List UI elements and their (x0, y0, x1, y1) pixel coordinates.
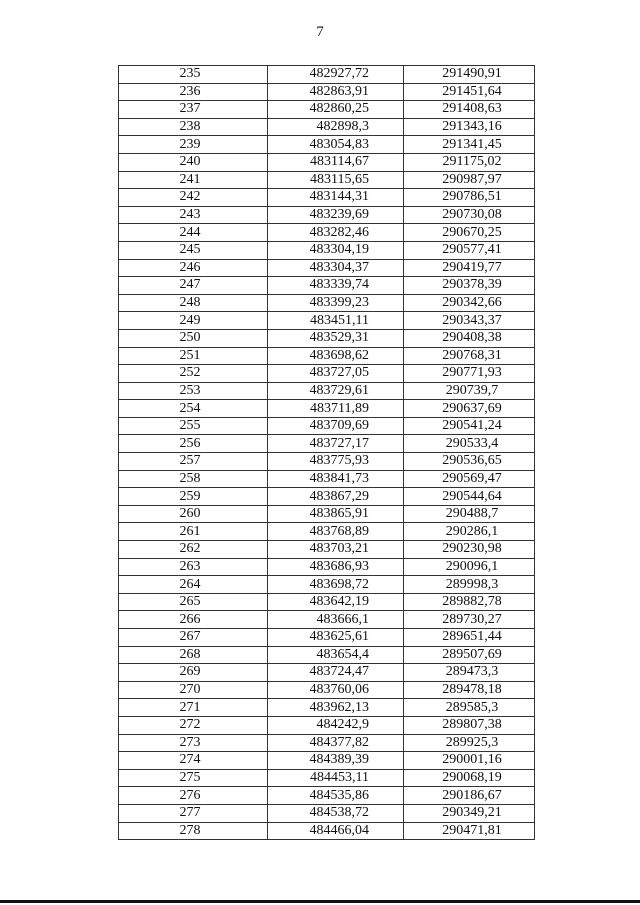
table-row (119, 734, 535, 752)
table-row (119, 822, 535, 840)
table-row (119, 118, 535, 136)
table-row (119, 488, 535, 506)
point-number-cell: 242 (119, 189, 268, 207)
y-coordinate-cell: 290533,4 (404, 435, 535, 453)
point-number-cell: 257 (119, 453, 268, 471)
x-coordinate-cell: 483451,11 (268, 312, 404, 330)
y-coordinate-cell: 290488,7 (404, 505, 535, 523)
point-number-cell: 260 (119, 505, 268, 523)
y-coordinate-cell: 290786,51 (404, 189, 535, 207)
point-number-cell: 271 (119, 699, 268, 717)
x-coordinate-cell: 483729,61 (268, 382, 404, 400)
y-coordinate-cell: 290536,65 (404, 453, 535, 471)
table-row (119, 294, 535, 312)
point-number-cell: 247 (119, 277, 268, 295)
x-coordinate-cell: 483339,74 (268, 277, 404, 295)
point-number-cell: 249 (119, 312, 268, 330)
table-row (119, 136, 535, 154)
y-coordinate-cell: 289998,3 (404, 576, 535, 594)
point-number-cell: 276 (119, 787, 268, 805)
x-coordinate-cell: 484535,86 (268, 787, 404, 805)
point-number-cell: 269 (119, 664, 268, 682)
coordinates-table-body (119, 66, 535, 840)
y-coordinate-cell: 289478,18 (404, 681, 535, 699)
point-number-cell: 278 (119, 822, 268, 840)
table-row (119, 769, 535, 787)
y-coordinate-cell: 289730,27 (404, 611, 535, 629)
point-number-cell: 272 (119, 716, 268, 734)
x-coordinate-cell: 483962,13 (268, 699, 404, 717)
y-coordinate-cell: 290637,69 (404, 400, 535, 418)
point-number-cell: 273 (119, 734, 268, 752)
y-coordinate-cell: 291175,02 (404, 153, 535, 171)
y-coordinate-cell: 291343,16 (404, 118, 535, 136)
table-row (119, 664, 535, 682)
x-coordinate-cell: 482863,91 (268, 83, 404, 101)
point-number-cell: 266 (119, 611, 268, 629)
table-row (119, 611, 535, 629)
y-coordinate-cell: 290541,24 (404, 417, 535, 435)
table-row (119, 681, 535, 699)
x-coordinate-cell: 483666,1 (268, 611, 404, 629)
table-row (119, 576, 535, 594)
y-coordinate-cell: 290471,81 (404, 822, 535, 840)
point-number-cell: 237 (119, 101, 268, 119)
y-coordinate-cell: 290286,1 (404, 523, 535, 541)
table-row (119, 171, 535, 189)
table-row (119, 241, 535, 259)
x-coordinate-cell: 483115,65 (268, 171, 404, 189)
point-number-cell: 259 (119, 488, 268, 506)
x-coordinate-cell: 484377,82 (268, 734, 404, 752)
point-number-cell: 275 (119, 769, 268, 787)
point-number-cell: 250 (119, 329, 268, 347)
x-coordinate-cell: 483282,46 (268, 224, 404, 242)
x-coordinate-cell: 483304,37 (268, 259, 404, 277)
point-number-cell: 239 (119, 136, 268, 154)
x-coordinate-cell: 483114,67 (268, 153, 404, 171)
x-coordinate-cell: 484453,11 (268, 769, 404, 787)
point-number-cell: 254 (119, 400, 268, 418)
table-row (119, 101, 535, 119)
x-coordinate-cell: 483867,29 (268, 488, 404, 506)
y-coordinate-cell: 290419,77 (404, 259, 535, 277)
y-coordinate-cell: 289473,3 (404, 664, 535, 682)
x-coordinate-cell: 483144,31 (268, 189, 404, 207)
table-row (119, 224, 535, 242)
point-number-cell: 252 (119, 365, 268, 383)
point-number-cell: 255 (119, 417, 268, 435)
x-coordinate-cell: 483054,83 (268, 136, 404, 154)
x-coordinate-cell: 484538,72 (268, 804, 404, 822)
point-number-cell: 261 (119, 523, 268, 541)
y-coordinate-cell: 290768,31 (404, 347, 535, 365)
point-number-cell: 265 (119, 593, 268, 611)
y-coordinate-cell: 289651,44 (404, 629, 535, 647)
y-coordinate-cell: 290670,25 (404, 224, 535, 242)
y-coordinate-cell: 290730,08 (404, 206, 535, 224)
table-row (119, 646, 535, 664)
table-row (119, 699, 535, 717)
x-coordinate-cell: 484242,9 (268, 716, 404, 734)
table-row (119, 400, 535, 418)
y-coordinate-cell: 291451,64 (404, 83, 535, 101)
point-number-cell: 245 (119, 241, 268, 259)
y-coordinate-cell: 290096,1 (404, 558, 535, 576)
x-coordinate-cell: 482860,25 (268, 101, 404, 119)
point-number-cell: 238 (119, 118, 268, 136)
x-coordinate-cell: 483727,17 (268, 435, 404, 453)
y-coordinate-cell: 290408,38 (404, 329, 535, 347)
table-row (119, 189, 535, 207)
x-coordinate-cell: 483399,23 (268, 294, 404, 312)
table-row (119, 206, 535, 224)
table-row (119, 804, 535, 822)
y-coordinate-cell: 291408,63 (404, 101, 535, 119)
table-row (119, 347, 535, 365)
table-row (119, 523, 535, 541)
y-coordinate-cell: 291341,45 (404, 136, 535, 154)
table-row (119, 716, 535, 734)
x-coordinate-cell: 483529,31 (268, 329, 404, 347)
x-coordinate-cell: 483768,89 (268, 523, 404, 541)
point-number-cell: 277 (119, 804, 268, 822)
y-coordinate-cell: 289585,3 (404, 699, 535, 717)
table-row (119, 83, 535, 101)
page-number: 7 (316, 24, 324, 40)
point-number-cell: 235 (119, 66, 268, 84)
point-number-cell: 270 (119, 681, 268, 699)
x-coordinate-cell: 483698,62 (268, 347, 404, 365)
table-row (119, 787, 535, 805)
y-coordinate-cell: 290342,66 (404, 294, 535, 312)
x-coordinate-cell: 483698,72 (268, 576, 404, 594)
point-number-cell: 240 (119, 153, 268, 171)
x-coordinate-cell: 483239,69 (268, 206, 404, 224)
point-number-cell: 263 (119, 558, 268, 576)
table-row (119, 505, 535, 523)
x-coordinate-cell: 483775,93 (268, 453, 404, 471)
table-row (119, 365, 535, 383)
y-coordinate-cell: 289925,3 (404, 734, 535, 752)
table-row (119, 259, 535, 277)
point-number-cell: 274 (119, 752, 268, 770)
table-row (119, 593, 535, 611)
y-coordinate-cell: 289507,69 (404, 646, 535, 664)
x-coordinate-cell: 482927,72 (268, 66, 404, 84)
table-row (119, 453, 535, 471)
table-row (119, 752, 535, 770)
y-coordinate-cell: 290001,16 (404, 752, 535, 770)
point-number-cell: 262 (119, 541, 268, 559)
table-row (119, 66, 535, 84)
y-coordinate-cell: 290068,19 (404, 769, 535, 787)
x-coordinate-cell: 484466,04 (268, 822, 404, 840)
table-row (119, 470, 535, 488)
table-row (119, 629, 535, 647)
table-row (119, 541, 535, 559)
y-coordinate-cell: 290771,93 (404, 365, 535, 383)
x-coordinate-cell: 483709,69 (268, 417, 404, 435)
table-row (119, 558, 535, 576)
x-coordinate-cell: 483642,19 (268, 593, 404, 611)
point-number-cell: 256 (119, 435, 268, 453)
table-row (119, 153, 535, 171)
x-coordinate-cell: 483724,47 (268, 664, 404, 682)
point-number-cell: 253 (119, 382, 268, 400)
table-row (119, 435, 535, 453)
x-coordinate-cell: 483654,4 (268, 646, 404, 664)
point-number-cell: 241 (119, 171, 268, 189)
point-number-cell: 246 (119, 259, 268, 277)
y-coordinate-cell: 290577,41 (404, 241, 535, 259)
y-coordinate-cell: 290739,7 (404, 382, 535, 400)
x-coordinate-cell: 483865,91 (268, 505, 404, 523)
x-coordinate-cell: 483760,06 (268, 681, 404, 699)
page-bottom-rule (0, 900, 640, 903)
point-number-cell: 267 (119, 629, 268, 647)
y-coordinate-cell: 289807,38 (404, 716, 535, 734)
point-number-cell: 243 (119, 206, 268, 224)
table-row (119, 312, 535, 330)
y-coordinate-cell: 291490,91 (404, 66, 535, 84)
x-coordinate-cell: 483686,93 (268, 558, 404, 576)
table-row (119, 277, 535, 295)
coordinates-table (118, 65, 535, 840)
x-coordinate-cell: 483727,05 (268, 365, 404, 383)
point-number-cell: 236 (119, 83, 268, 101)
x-coordinate-cell: 483841,73 (268, 470, 404, 488)
y-coordinate-cell: 290378,39 (404, 277, 535, 295)
table-row (119, 417, 535, 435)
y-coordinate-cell: 290987,97 (404, 171, 535, 189)
y-coordinate-cell: 290186,67 (404, 787, 535, 805)
point-number-cell: 264 (119, 576, 268, 594)
y-coordinate-cell: 290343,37 (404, 312, 535, 330)
point-number-cell: 244 (119, 224, 268, 242)
x-coordinate-cell: 483711,89 (268, 400, 404, 418)
point-number-cell: 268 (119, 646, 268, 664)
x-coordinate-cell: 483625,61 (268, 629, 404, 647)
y-coordinate-cell: 290569,47 (404, 470, 535, 488)
y-coordinate-cell: 289882,78 (404, 593, 535, 611)
x-coordinate-cell: 484389,39 (268, 752, 404, 770)
table-row (119, 382, 535, 400)
x-coordinate-cell: 483703,21 (268, 541, 404, 559)
y-coordinate-cell: 290230,98 (404, 541, 535, 559)
point-number-cell: 248 (119, 294, 268, 312)
point-number-cell: 258 (119, 470, 268, 488)
point-number-cell: 251 (119, 347, 268, 365)
x-coordinate-cell: 483304,19 (268, 241, 404, 259)
x-coordinate-cell: 482898,3 (268, 118, 404, 136)
y-coordinate-cell: 290349,21 (404, 804, 535, 822)
table-row (119, 329, 535, 347)
y-coordinate-cell: 290544,64 (404, 488, 535, 506)
